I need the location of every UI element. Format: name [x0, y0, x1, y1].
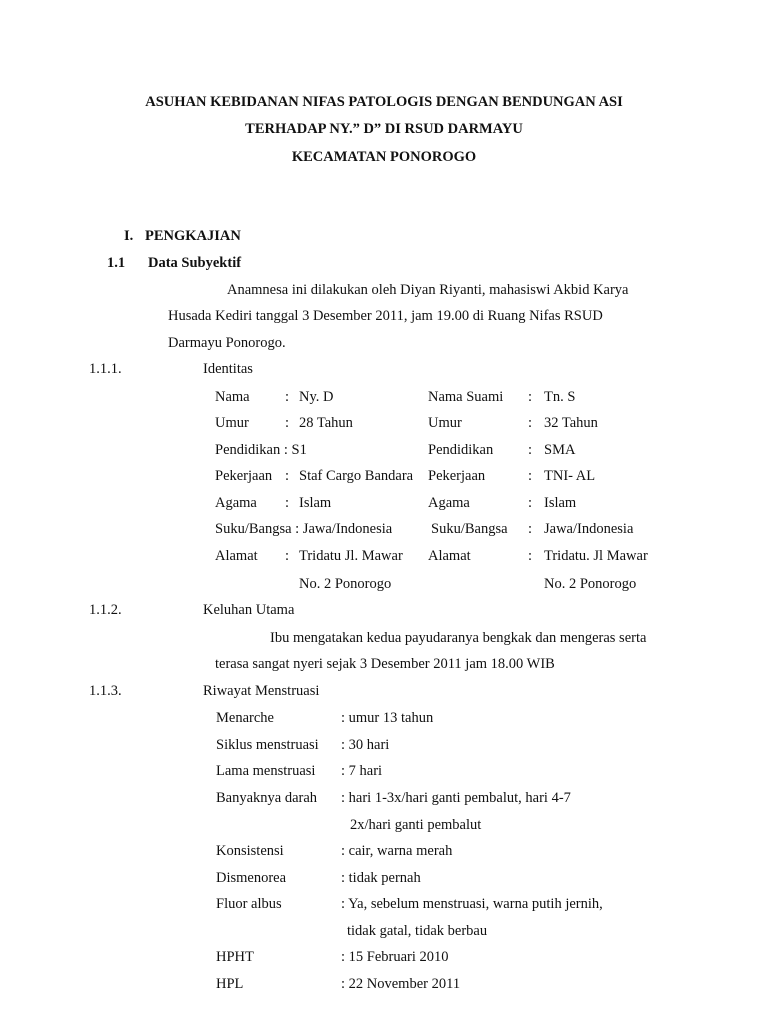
identitas-heading: Identitas	[203, 361, 253, 377]
identitas-left-value: No. 2 Ponorogo	[299, 576, 392, 592]
identitas-left-sep: :	[285, 415, 290, 431]
identitas-left-sep: :	[285, 389, 290, 405]
identitas-left-label: Suku/Bangsa : Jawa/Indonesia	[215, 521, 393, 537]
riwayat-value: : umur 13 tahun	[341, 710, 434, 726]
identitas-right-label: Umur	[428, 415, 462, 431]
identitas-number: 1.1.1.	[89, 361, 122, 377]
section-number: I.	[124, 228, 134, 244]
riwayat-label: HPL	[216, 976, 244, 992]
riwayat-value: 2x/hari ganti pembalut	[350, 817, 482, 833]
identitas-right-value: Tn. S	[544, 389, 576, 405]
identitas-left-label: Nama	[215, 389, 250, 405]
title-line-2: TERHADAP NY.” D” DI RSUD DARMAYU	[245, 121, 523, 137]
identitas-left-value: Staf Cargo Bandara	[299, 468, 414, 484]
subsection-number: 1.1	[107, 255, 126, 271]
keluhan-line-2: terasa sangat nyeri sejak 3 Desember 2011 jam 18.00 WIB	[215, 656, 555, 672]
identitas-right-label: Pendidikan	[428, 442, 494, 458]
identitas-right-sep: :	[528, 389, 533, 405]
identitas-left-label: Agama	[215, 495, 257, 511]
identitas-right-value: SMA	[544, 442, 576, 458]
identitas-right-sep: :	[528, 521, 533, 537]
identitas-left-label: Pendidikan : S1	[215, 442, 307, 458]
identitas-right-sep: :	[528, 415, 533, 431]
identitas-right-label: Pekerjaan	[428, 468, 486, 484]
keluhan-number: 1.1.2.	[89, 602, 122, 618]
riwayat-value: : 22 November 2011	[341, 976, 461, 992]
title-line-3: KECAMATAN PONOROGO	[291, 149, 477, 165]
identitas-right-value: No. 2 Ponorogo	[544, 576, 637, 592]
identitas-left-value: Ny. D	[299, 389, 334, 405]
intro-line-2: Husada Kediri tanggal 3 Desember 2011, jam 19.00 di Ruang Nifas RSUD	[168, 308, 603, 324]
riwayat-value: : Ya, sebelum menstruasi, warna putih jernih,	[341, 896, 603, 912]
riwayat-value: : tidak pernah	[341, 870, 421, 886]
intro-line-3: Darmayu Ponorogo.	[168, 335, 286, 351]
riwayat-label: HPHT	[216, 949, 254, 965]
identitas-right-sep: :	[528, 548, 533, 564]
identitas-right-label: Suku/Bangsa	[431, 521, 508, 537]
identitas-right-label: Alamat	[428, 548, 471, 564]
riwayat-heading: Riwayat Menstruasi	[203, 683, 320, 699]
riwayat-number: 1.1.3.	[89, 683, 122, 699]
riwayat-label: Konsistensi	[216, 843, 284, 859]
riwayat-value: : 7 hari	[341, 763, 383, 779]
riwayat-label: Siklus menstruasi	[216, 737, 319, 753]
identitas-left-value: Islam	[299, 495, 332, 511]
riwayat-value: : cair, warna merah	[341, 843, 453, 859]
identitas-left-sep: :	[285, 495, 290, 511]
riwayat-value: : 30 hari	[341, 737, 390, 753]
identitas-left-label: Umur	[215, 415, 249, 431]
identitas-right-value: TNI- AL	[544, 468, 596, 484]
identitas-right-label: Agama	[428, 495, 470, 511]
riwayat-label: Fluor albus	[216, 896, 282, 912]
identitas-right-value: Islam	[544, 495, 577, 511]
identitas-right-label: Nama Suami	[428, 389, 504, 405]
riwayat-value: : 15 Februari 2010	[341, 949, 449, 965]
identitas-right-value: 32 Tahun	[544, 415, 598, 431]
riwayat-label: Banyaknya darah	[216, 790, 318, 806]
intro-line-1: Anamnesa ini dilakukan oleh Diyan Riyanti, mahasiswi Akbid Karya	[227, 282, 629, 298]
identitas-right-value: Tridatu. Jl Mawar	[544, 548, 648, 564]
riwayat-label: Dismenorea	[216, 870, 287, 886]
riwayat-value: : hari 1-3x/hari ganti pembalut, hari 4-7	[341, 790, 571, 806]
subsection-title: Data Subyektif	[148, 255, 242, 271]
identitas-left-label: Alamat	[215, 548, 258, 564]
identitas-right-sep: :	[528, 442, 533, 458]
identitas-left-label: Pekerjaan	[215, 468, 273, 484]
keluhan-line-1: Ibu mengatakan kedua payudaranya bengkak dan mengeras serta	[270, 630, 647, 646]
identitas-right-sep: :	[528, 495, 533, 511]
title-line-1: ASUHAN KEBIDANAN NIFAS PATOLOGIS DENGAN BENDUNGAN ASI	[145, 94, 623, 110]
riwayat-label: Lama menstruasi	[216, 763, 316, 779]
identitas-right-sep: :	[528, 468, 533, 484]
riwayat-label: Menarche	[216, 710, 274, 726]
section-title: PENGKAJIAN	[145, 228, 241, 244]
identitas-left-sep: :	[285, 468, 290, 484]
identitas-left-value: 28 Tahun	[299, 415, 353, 431]
identitas-right-value: Jawa/Indonesia	[544, 521, 634, 537]
identitas-left-value: Tridatu Jl. Mawar	[299, 548, 403, 564]
riwayat-value: tidak gatal, tidak berbau	[347, 923, 488, 939]
keluhan-heading: Keluhan Utama	[203, 602, 295, 618]
identitas-left-sep: :	[285, 548, 290, 564]
